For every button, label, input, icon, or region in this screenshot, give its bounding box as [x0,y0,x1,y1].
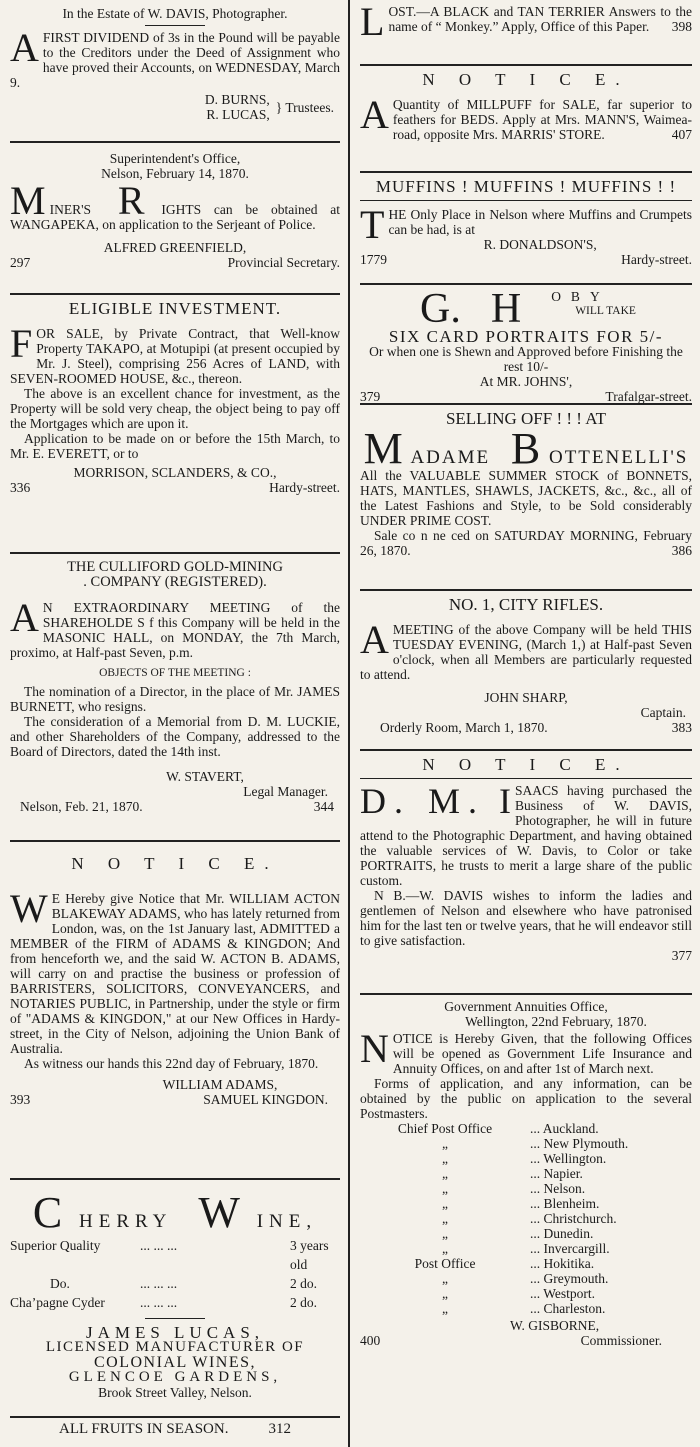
wine-name: Superior Quality [10,1238,101,1253]
office-row: „ ... Napier. [442,1166,583,1181]
ad-number: 336 [10,480,31,495]
ad-body: E Hereby give Notice that Mr. WILLIAM ACTON BLAKEWAY ADAMS, who has lately returned from London, was, on the 1st January last, ADMITTED a MEMBER of the FIRM of ADAMS & KINGDON; And from henceforth we, and the said W. ACTON B. ADAMS, will carry on and practise the business or profession of BARRISTERS, SOLICITORS, CONVEYANCERS, and NOTARIES PUBLIC, in Partnership, under the style or firm of "ADAMS & KINGDON," at our New Offices in Hardy-street, in the City of Nelson, adjoining the Union Bank of Australia. [10,891,340,1056]
signer-name: SAMUEL KINGDON. [203,1092,328,1107]
ad-miners-rights [10,147,340,289]
sale-date: Sale co n ne ced on SATURDAY MORNING, February 26, 1870. [360,528,692,558]
drop-cap: M [10,178,46,223]
ad-title: ADAME [410,447,491,468]
column-divider [348,0,350,1447]
ad-number: 379 [360,389,381,404]
office-row: „ ... Westport. [442,1286,596,1301]
ad-body: All the VALUABLE SUMMER STOCK of BONNETS, HATS, MANTLES, SHAWLS, JACKETS, &c., &c., all of the Latest Fashions and Style, to be Sold considerably UNDER PRIME COST. [360,468,692,528]
ad-muffins [360,179,692,279]
date-line: Wellington, 22nd February, 1870. [465,1014,647,1029]
ad-number: 400 [360,1333,381,1348]
wine-age: 3 years old [290,1238,329,1272]
wine-footer [10,1422,340,1437]
wine-dots: ... ... ... [140,1295,178,1310]
ad-body: OTICE is Hereby Given, that the following Offices will be opened as Government Life Insurance and Annuity Offices, on and after 1st of March next. [392,1031,692,1076]
right-column [360,0,692,1371]
ad-number: 383 [671,720,692,735]
footer-text: ALL FRUITS IN SEASON. [59,1421,229,1437]
ad-paragraph: Application to be made on or before the 15th March, to Mr. E. EVERETT, or to [10,431,340,461]
ad-lost-terrier [360,0,692,60]
drop-cap: D. M. [360,781,486,821]
office-line: Government Annuities Office, [444,999,608,1014]
ad-body: FIRST DIVIDEND of 3s in the Pound will be payable to the Creditors under the Deed of Assignment who have proved their Accounts, on WEDNESDAY, March 9. [10,30,340,90]
ad-government-annuities [360,999,692,1371]
ad-number: 1779 [360,252,387,267]
ad-number: 297 [10,255,31,270]
ad-paragraph: The above is an excellent chance for investment, as the Property will be sold very cheap, the object being to pay off the Mortgages which are upon it. [10,386,340,431]
office-list [360,1121,692,1316]
drop-cap: W [198,1188,246,1237]
ad-heading: N O T I C E. [422,755,630,774]
objects-heading: OBJECTS OF THE MEETING : [99,667,251,679]
office-row: „ ... Christchurch. [442,1211,617,1226]
office-row: Chief Post Office ... Auckland. [397,1121,599,1136]
office-row: „ ... Charleston. [442,1301,606,1316]
ad-heading: THE CULLIFORD GOLD-MINING [67,559,283,575]
signer-name: W. STAVERT, [166,769,244,784]
ad-cherry-wine [10,1188,340,1412]
maker-line: GLENCOE GARDENS, [68,1369,282,1385]
ad-bottenelli [360,411,692,585]
wine-dots: ... ... ... [140,1238,178,1253]
street: Hardy-street. [269,480,340,495]
street: Hardy-street. [621,252,692,267]
ad-number: 393 [10,1092,31,1107]
drop-cap: G. [420,286,461,332]
trustees-label: } Trustees. [275,99,334,115]
date-line: Orderly Room, March 1, 1870. [380,720,548,735]
signer-role: Commissioner. [580,1333,662,1348]
ad-davis-estate [10,0,340,137]
maker-name: JAMES LUCAS, [85,1323,265,1342]
ad-number: 377 [671,948,692,963]
office-row: „ ... Dunedin. [442,1226,594,1241]
wine-age: 2 do. [290,1295,317,1310]
ad-heading: NO. 1, CITY RIFLES. [448,595,604,614]
forms-paragraph: Forms of application, and any information, can be obtained by the public on application to the several Postmasters. [360,1076,692,1121]
ad-body: N EXTRAORDINARY MEETING of the SHAREHOLDE S f this Company will be held in the MASONIC HALL, on MONDAY, the 7th March, proximo, at Half-past Seven, p.m. [10,600,340,660]
ad-number: 407 [671,127,692,142]
office-row: „ ... Invercargill. [442,1241,610,1256]
ad-culliford-mining [10,560,340,836]
drop-cap: T [360,202,385,247]
drop-cap: L [360,0,385,44]
ad-heading: In the Estate of W. DAVIS, Photographer. [62,6,288,21]
ad-title: HERRY [79,1211,172,1232]
drop-cap: R [117,178,145,223]
ad-heading: MUFFINS ! MUFFINS ! MUFFINS ! ! [375,177,677,196]
drop-cap: M [363,424,405,473]
object-item: The nomination of a Director, in the place of Mr. JAMES BURNETT, who resigns. [10,684,340,714]
drop-cap: I [499,781,512,821]
nb-paragraph: N B.—W. DAVIS wishes to inform the ladies and gentlemen of Nelson and elsewhere who have patronised him for the last ten or twelve years, that he will endeavor still to give satisfaction. [360,888,692,948]
ad-heading: SELLING OFF ! ! ! AT [445,409,607,428]
studio-line: At MR. JOHNS', [479,374,573,389]
ad-number: 344 [313,799,334,814]
drop-cap: W [10,886,48,931]
ad-body: MEETING of the above Company will be held THIS TUESDAY EVENING, (March 1,) at Half-past Seven o'clock, when all Members are particularly requested to attend. [360,622,692,682]
maker-line: COLONIAL WINES, [93,1354,257,1371]
ad-body: OR SALE, by Private Contract, that Well-know Property TAKAPO, at Motupipi (at present occupied by Mr. J. Steel), comprising 256 Acres of LAND, with SEVEN-ROOMED HOUSE, &c., thereon. [10,326,340,386]
wine-row [10,1293,340,1312]
ad-text: INER'S [49,202,92,217]
office-line: Superintendent's Office, [109,151,241,166]
wine-row [10,1274,340,1293]
signer-name: ALFRED GREENFIELD, [103,240,247,255]
office-row: „ ... Nelson. [442,1181,586,1196]
ad-subtitle: WILL TAKE [575,305,636,317]
offer-line: SIX CARD PORTRAITS FOR 5/- [388,327,664,346]
drop-cap: A [10,25,39,70]
ad-title: OTTENELLI'S [548,447,689,468]
left-column [10,0,340,1437]
ad-title: OBY [551,289,610,304]
drop-cap: N [360,1026,389,1071]
wine-name: Do. [50,1276,70,1291]
drop-cap: F [10,321,33,366]
ad-heading: N O T I C E. [71,854,279,873]
ad-body: Quantity of MILLPUFF for SALE, far superior to feathers for BEDS. Apply at Mrs. MANN'S, Waimea-road, opposite Mrs. MARRIS' STORE. [392,97,692,142]
ad-heading: ELIGIBLE INVESTMENT. [68,299,282,318]
date-line: Nelson, Feb. 21, 1870. [20,799,143,814]
ad-number: 386 [671,543,692,558]
object-item: The consideration of a Memorial from D. M. LUCKIE, and other Shareholders of the Company, addressed to the Board of Directors, dated the 14th inst. [10,714,340,759]
ad-number: 398 [671,19,692,34]
date-line: Nelson, February 14, 1870. [101,166,249,181]
ad-hoby-portraits [360,286,692,404]
shop-name: R. DONALDSON'S, [483,237,597,252]
drop-cap: H [490,286,522,332]
drop-cap: B [510,424,543,473]
ad-millpuff [360,72,692,167]
office-row: „ ... Blenheim. [442,1196,600,1211]
signer-role: Legal Manager. [243,784,328,799]
trustee-name: D. BURNS, [204,92,270,107]
office-row: „ ... Wellington. [442,1151,607,1166]
ad-number: 312 [268,1421,291,1437]
office-row: Post Office ... Hokitika. [414,1256,595,1271]
wine-name: Cha’pagne Cyder [10,1295,105,1310]
maker-address: Brook Street Valley, Nelson. [98,1385,252,1400]
offer-line: Or when one is Shewn and Approved before Finishing the rest 10/- [369,344,683,374]
ad-adams-kingdon [10,856,340,1174]
wine-price-list [10,1236,340,1312]
signer-title: Captain. [640,705,686,720]
drop-cap: A [360,617,389,662]
office-row: „ ... New Plymouth. [442,1136,629,1151]
maker-line: LICENSED MANUFACTURER OF [45,1339,305,1355]
firm-name: MORRISON, SCLANDERS, & CO., [73,465,277,480]
signer-title: Provincial Secretary. [227,255,340,270]
wine-age: 2 do. [290,1276,317,1291]
ad-body: HE Only Place in Nelson where Muffins and Crumpets can be had, is at [388,207,692,237]
signer-name: WILLIAM ADAMS, [162,1077,278,1092]
ad-isaacs-photographer [360,757,692,989]
trustee-name: R. LUCAS, [206,107,270,122]
ad-eligible-investment [10,301,340,548]
drop-cap: A [360,92,389,137]
wine-row [10,1236,340,1274]
ad-body: SAACS having purchased the Business of W. DAVIS, Photographer, he will in future attend to the Photographic Department, and having obtained the valuable services of W. Davis, to Color or take PORTRAITS, he trusts to merit a large share of the public custom. [360,783,692,888]
ad-heading: N O T I C E. [422,70,630,89]
street: Trafalgar-street. [605,389,692,404]
ad-title: INE, [256,1211,318,1232]
office-row: „ ... Greymouth. [442,1271,609,1286]
wine-dots: ... ... ... [140,1276,178,1291]
ad-heading: . COMPANY (REGISTERED). [83,574,267,590]
signer-name: W. GISBORNE, [510,1318,600,1333]
ad-body: OST.—A BLACK and TAN TERRIER Answers to the name of “ Monkey.” Apply, Office of this Paper. [388,4,692,34]
signer-name: JOHN SHARP, [484,690,568,705]
ad-body: IGHTS can be obtained at WANGAPEKA, on application to the Serjeant of Police. [10,202,341,232]
witness-line: As witness our hands this 22nd day of February, 1870. [24,1056,319,1071]
drop-cap: A [10,595,39,640]
drop-cap: C [32,1188,69,1237]
ad-city-rifles [360,597,692,745]
